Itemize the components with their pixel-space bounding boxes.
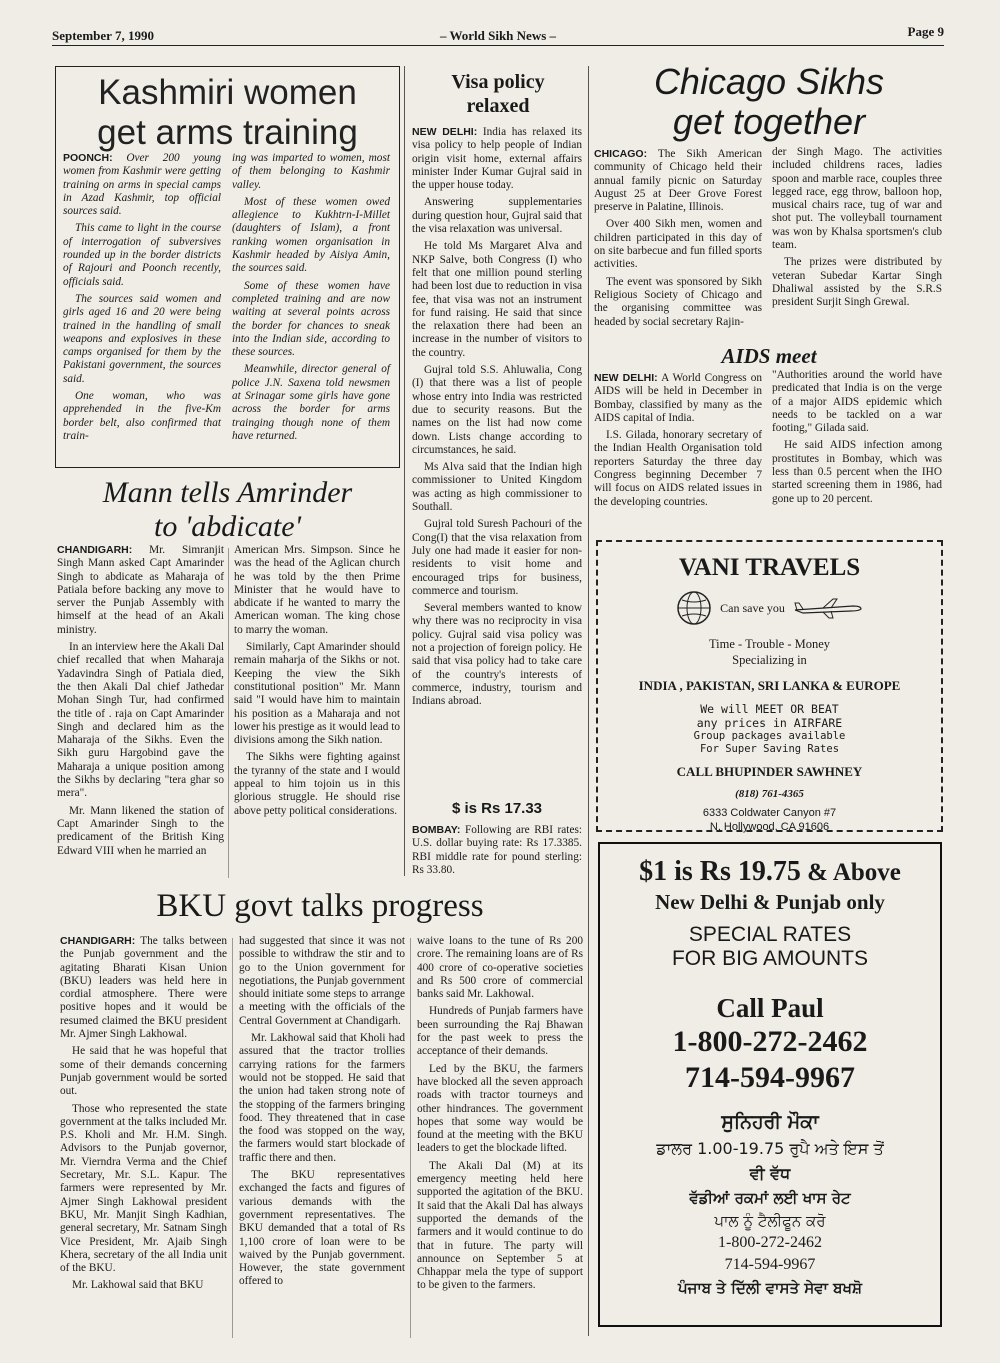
visa-body: NEW DELHI: India has relaxed its visa policy to help people of Indian origin visit home, external affairs minister Inder Kumar Gujral said in the upper house today. Answering supplementaries during question hour, Gujral said that the visa relaxation was universal. He told Ms Margaret Alva and NKP Salve, both Congress (I) who felt that one million pound sterling had been lost due to reduction in visa fee, that visa was not an instrument for fund raising. He said that since the relaxation there had been an increase in the number of visitors to the country. Gujral told S.S. Ahluwalia, Cong (I) that there was a list of people whose entry into India was restricted due to security reasons. But the names on the list had now come down. Lists change according to circumstances, he said. Ms Alva said that the Indian high commissioner to United Kingdom was acting as high commissioner to Southall. Gujral told Suresh Pachouri of the Cong(I) that the visa relaxation from July one had made it easier for non-residents to visit home and encouraged trips for business, commerce and tourism. Several members wanted to know why there was no reciprocity in visa policy. Gujral said visa policy was not a projection of foreign policy. He said that visa policy had to take care of the country's interests of commerce, industry, tourism and Indians abroad. xyxy=(412,126,582,708)
paul-line-2: New Delhi & Punjab only xyxy=(655,890,885,914)
paul-punjabi-6: 1-800-272-2462 xyxy=(718,1234,822,1251)
ad-addr-2: N. Hollywood, CA 91606 xyxy=(709,821,830,833)
airplane-icon xyxy=(793,596,863,620)
aids-headline: AIDS meet xyxy=(721,344,817,368)
page-header xyxy=(52,22,944,46)
mann-headline: Mann tells Amrinder to 'abdicate' xyxy=(102,476,353,543)
ad-group-1: Group packages available xyxy=(693,730,846,742)
column-rule xyxy=(228,548,229,878)
paul-punjabi-4: ਵੱਡੀਆਂ ਰਕਮਾਂ ਲਈ ਖਾਸ ਰੇਟ xyxy=(689,1189,851,1207)
call-paul-ad xyxy=(598,842,942,1327)
ad-phone: (818) 761-4365 xyxy=(735,788,804,800)
bku-headline: BKU govt talks progress xyxy=(156,888,484,924)
ad-addr-1: 6333 Coldwater Canyon #7 xyxy=(702,807,837,819)
mann-col-2: American Mrs. Simpson. Since he was the head of the Aglican church he was told by the then Prime Minister that he would have to abdicate if he wanted to marry the American woman. The king chose to marry the woman. Similarly, Capt Amarinder should remain maharja of the Sikhs or not. Keeping the view the Sikh constitutional position" Mr. Mann said "I would have him to maintain his position as a Maharaja and not lower his prestige as it would lead to divisions among the Sikh nation. The Sikhs were fighting against the tyranny of the state and I would appeal to him tojoin us in this glorious struggle. He should rise above petty political considerations. xyxy=(234,544,400,817)
globe-icon xyxy=(676,590,712,626)
kashmiri-col-2: ing was imparted to women, most of them belonging to Kashmir valley. Most of these women owed allegience to Kukhtrn-I-Millet (daughters of Islam), a front ranking women organisation in Kashmir headed by Aisiya Amin, the sources said. Some of these women have completed training and are now waiting at several points across the border for chances to sneak into the Indian side, according to these sources. Meanwhile, director general of police J.N. Saxena told newsmen at Srinagar some girls have gone across the border for arms trainging though none of them have returned. xyxy=(232,152,390,442)
paul-phone-2: 714-594-9967 xyxy=(685,1061,855,1094)
ad-line-2: Specializing in xyxy=(732,653,807,667)
ad-group-2: For Super Saving Rates xyxy=(699,743,840,755)
paul-punjabi-7: 714-594-9967 xyxy=(724,1256,816,1273)
aids-col-2: "Authorities around the world have predicated that India is on the verge of a major AIDS epidemic which needs to be tackled on a war footing," Gilada said. He said AIDS infection among prostitutes in Bombay, which was less than 0.5 percent when the IHO started screening them in 1986, had gone up to 20 percent. xyxy=(772,369,942,505)
issue-date: September 7, 1990 xyxy=(52,28,154,43)
ad-regions: INDIA , PAKISTAN, SRI LANKA & EUROPE xyxy=(638,678,901,693)
paul-special-1: SPECIAL RATES xyxy=(688,923,852,946)
ad-meet-2: any prices in AIRFARE xyxy=(696,716,843,730)
ad-title: VANI TRAVELS xyxy=(678,554,861,581)
paul-punjabi-3: ਵੀ ਵੱਧ xyxy=(749,1164,791,1183)
aids-col-1: NEW DELHI: A World Congress on AIDS will be held in December in Bombay, classified by many as the AIDS capital of India. I.S. Gilada, honorary secretary of the Indian Health Organisation told reporters Saturday the three day Congress beginning December 7 will focus on AIDS related issues in the developing countries. xyxy=(594,372,763,508)
ad-meet-1: We will MEET OR BEAT xyxy=(700,702,839,716)
chicago-headline: Chicago Sikhs get together xyxy=(653,61,885,142)
bku-col-3: waive loans to the tune of Rs 200 crore. The remaining loans are of Rs 400 crore of co-operative societies and Rs 500 crore of commercial banks said Mr. Lakhowal. Hundreds of Punjab farmers have been surrounding the Raj Bhawan for the past week to press the acceptance of their demands. Led by the BKU, the farmers have blocked all the seven approach roads with tractor tourneys and other hindrances. The government hopes that some way would be found at the meeting with the BKU leaders to get the blockade lifted. The Akali Dal (M) at its emergency meeting held here supported the agitation of the BKU. It said that the Akali Dal has always supported the demands of the farmers and it would continue to do that in future. The party will announce on September 5 at Chhappar mela the type of support to be given to the farmers. xyxy=(417,935,583,1292)
paper-name: – World Sikh News – xyxy=(439,28,557,43)
column-rule xyxy=(232,938,233,1338)
rupee-body: BOMBAY: Following are RBI rates: U.S. dollar buying rate: Rs 17.3385. RBI middle rate for pound sterling: Rs 33.80. xyxy=(412,824,582,876)
kashmiri-col-1: POONCH: Over 200 young women from Kashmir were getting training on arms in special camps in Azad Kashmir, top official sources said. This came to light in the course of interrogation of subversives rounded up in the border districts of Rajouri and Poonch recently, officials said. The sources said women and girls aged 16 and 20 were being trained in the handling of small weapons and explosives in these camps organised for them by the Pakistani government, the sources said. One woman, who was apprehended in the five-Km border belt, also confirmed that train- xyxy=(63,152,221,442)
mann-col-1: CHANDIGARH: Mr. Simranjit Singh Mann asked Capt Amarinder Singh to abdicate as Maharaja of Patiala before backing any move to server the Punjab Assembly with himself at the head of an Akali ministry. In an interview here the Akali Dal chief recalled that when Maharaja Yadavindra Singh of Patiala died, the then Akali Dal chief Jathedar Mohan Singh Tur, had confirmed the title of . raja on Capt Amarinder Singh and declared him as the Maharaja of the Sikhs. Even the Sikh guru Hargobind gave the Maharaja a unique position among the Sikhs by declaring "tera ghar so mera". Mr. Mann likened the station of Capt Amarinder Singh to the predicament of the British King Edward VIII when he married an xyxy=(57,544,224,857)
paul-punjabi-5: ਪਾਲ ਨੂੰ ਟੈਲੀਫੂਨ ਕਰੋ xyxy=(714,1212,826,1230)
paul-phone-1: 1-800-272-2462 xyxy=(672,1025,868,1058)
vani-travels-ad xyxy=(596,540,943,832)
paul-punjabi-2: ਡਾਲਰ 1.00-19.75 ਰੁਪੈ ਅਤੇ ਇਸ ਤੋਂ xyxy=(656,1139,884,1158)
ad-line-1: Time - Trouble - Money xyxy=(708,637,831,651)
paul-punjabi-1: ਸੁਨਿਹਰੀ ਮੌਕਾ xyxy=(721,1111,819,1133)
ad-save-text: Can save you xyxy=(720,600,785,615)
bku-col-2: had suggested that since it was not possible to withdraw the stir and to go to the Union government for negotiations, the Punjab government should initiate some steps to arrange a meeting with the officials of the Central Government at Chandigarh. Mr. Lakhowal said that Kholi had assured that the tractor trollies carrying rations for the farmers would not be stopped. He said that the union had taken strong note of the stopping of the farmers bringing food. They threatened that in case the food was stopped on the way, the farmers would start blockade of traffic there and then. The BKU representatives exchanged the facts and figures of various demands with the government representatives. The BKU demanded that a total of Rs 1,100 crore of loan were to be waived by the Punjab government. However, the state government offered to xyxy=(239,935,405,1288)
paul-headline: $1 is Rs 19.75 & Above xyxy=(639,856,901,887)
paul-call: Call Paul xyxy=(716,993,824,1023)
chicago-col-2: der Singh Mago. The activities included childrens races, ladies spoon and marble race, couples three legged race, egg throw, balloon hop, musical chairs race, tug of war and shot put. The volleyball tournament was won by Khalsa sportsmen's club team. The prizes were distributed by veteran Subedar Kartar Singh Dhaliwal assisted by the S.R.S president Surjit Singh Grewal. xyxy=(772,146,942,309)
visa-headline: Visa policy relaxed xyxy=(451,71,545,117)
column-rule xyxy=(410,938,411,1338)
paul-punjabi-8: ਪੰਜਾਬ ਤੇ ਦਿੱਲੀ ਵਾਸਤੇ ਸੇਵਾ ਬਖਸ਼ੋ xyxy=(677,1279,863,1297)
page-number: Page 9 xyxy=(907,24,944,39)
paul-special-2: FOR BIG AMOUNTS xyxy=(671,947,868,970)
kashmiri-headline: Kashmiri women get arms training xyxy=(97,73,358,152)
rupee-headline: $ is Rs 17.33 xyxy=(451,800,543,817)
chicago-col-1: CHICAGO: The Sikh American community of Chicago held their annual family picnic on Saturday August 25 at Deer Grove Forest preserve in Palatine, Illinois. Over 400 Sikh men, women and children participated in this day of on site barbecue and fun filled sports activities. The event was sponsored by Sikh Religious Society of Chicago and the organising committee was headed by social secretary Rajin- xyxy=(594,148,763,328)
column-rule xyxy=(588,66,589,1336)
kashmiri-article xyxy=(55,66,400,468)
ad-call: CALL BHUPINDER SAWHNEY xyxy=(676,764,863,779)
column-rule xyxy=(404,66,405,876)
bku-col-1: CHANDIGARH: The talks between the Punjab government and the agitating Bharati Kisan Union (BKU) leaders was held here in cordial atmosphere. There were positive hopes and it would be resumed claimed the BKU president Mr. Ajmer Singh Lakhowal. He said that he was hopeful that some of their demands concerning Punjab government would be sorted out. Those who represented the state government at the talks included Mr. P.S. Kholi and Mr. H.M. Singh. Advisors to the Punjab governor, Mr. Vierndra Verma and the Chief Secretary, Mr. S.L. Kapur. The farmers were represented by Mr. Ajmer Singh Lakhowal president BKU, Mr. Manjit Singh Kadhian, general secretary, Mr. Satnam Singh Vice President, Mr. Ajaib Singh Khera, secretary of the all India unit of the BKU. Mr. Lakhowal said that BKU xyxy=(60,935,227,1292)
